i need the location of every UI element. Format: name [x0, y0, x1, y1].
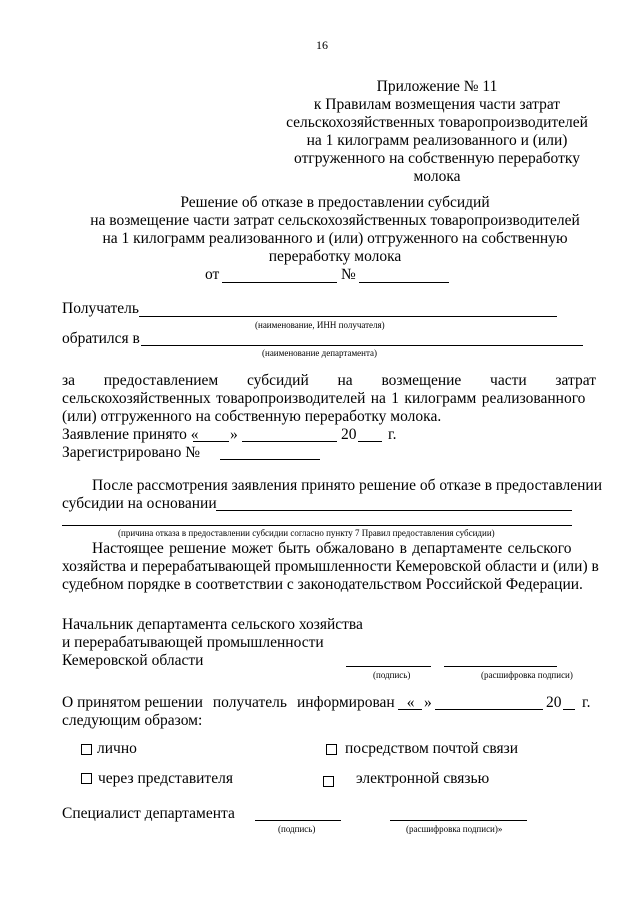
purpose-word: за — [62, 372, 76, 389]
reason-field-1[interactable] — [216, 510, 572, 511]
inform-mid: » — [424, 694, 432, 711]
appeal-line-2: хозяйства и перерабатывающей промышленности Кемеровской области и (или) в — [62, 558, 599, 575]
number-field[interactable] — [359, 282, 449, 283]
specialist-signature-field[interactable] — [255, 820, 341, 821]
option-electronic-label: электронной связью — [356, 770, 490, 787]
option-representative-checkbox[interactable] — [81, 773, 92, 784]
accepted-year-field[interactable] — [358, 441, 382, 442]
inform-line-2: следующим образом: — [62, 712, 203, 729]
decision-line-1: После рассмотрения заявления принято решение об отказе в предоставлении — [92, 477, 602, 494]
purpose-line-3: (или) отгруженного на собственную переработку молока. — [62, 408, 442, 425]
option-personal-label: лично — [97, 740, 137, 757]
purpose-word: возмещение — [381, 372, 462, 389]
option-electronic-checkbox[interactable] — [323, 776, 334, 787]
head-line: и перерабатывающей промышленности — [62, 634, 324, 651]
title-line: переработку молока — [268, 248, 402, 265]
date-field[interactable] — [222, 282, 337, 283]
title-line: Решение об отказе в предоставлении субсидий — [180, 194, 490, 211]
reason-field-2[interactable] — [62, 525, 572, 526]
appendix-line: на 1 килограмм реализованного и (или) — [306, 132, 568, 149]
title-line: на 1 килограмм реализованного и (или) отгруженного на собственную — [102, 230, 568, 247]
purpose-line-2: сельскохозяйственных товаропроизводителей на 1 килограмм реализованного — [62, 390, 586, 407]
head-line: Начальник департамента сельского хозяйства — [62, 616, 363, 633]
registered-number-field[interactable] — [220, 459, 320, 460]
registered-label: Зарегистрировано № — [62, 444, 201, 461]
inform-word: « — [406, 694, 415, 711]
option-representative-label: через представителя — [98, 770, 233, 787]
appendix-line: молока — [413, 168, 461, 185]
inform-word: получатель — [212, 694, 287, 711]
inform-word: О принятом решении — [62, 694, 203, 711]
appendix-line: сельскохозяйственных товаропроизводителей — [286, 114, 588, 131]
document-title — [50, 194, 620, 266]
inform-word: информирован — [296, 694, 395, 711]
purpose-word: части — [490, 372, 527, 389]
specialist-decode-hint: (расшифровка подписи)» — [406, 824, 503, 834]
reason-hint: (причина отказа в предоставлении субсидии согласно пункту 7 Правил предоставления субсидии) — [118, 528, 495, 538]
purpose-line-1 — [62, 372, 596, 390]
accepted-mid: » — [230, 426, 238, 443]
inform-year-field[interactable] — [563, 709, 575, 710]
head-title — [62, 616, 363, 670]
inform-month-field[interactable] — [435, 709, 543, 710]
inform-suffix: г. — [582, 694, 591, 711]
option-personal-checkbox[interactable] — [81, 744, 92, 755]
recipient-label: Получатель — [62, 300, 139, 317]
head-decode-hint: (расшифровка подписи) — [481, 670, 573, 680]
recipient-hint: (наименование, ИНН получателя) — [255, 320, 385, 330]
specialist-label: Специалист департамента — [62, 805, 235, 822]
department-hint: (наименование департамента) — [262, 348, 377, 358]
appeal-line-3: судебном порядке в соответствии с законодательством Российской Федерации. — [62, 576, 583, 593]
applied-label: обратился в — [62, 330, 140, 347]
purpose-word: затрат — [555, 372, 596, 389]
appendix-header — [274, 78, 600, 186]
specialist-decode-field[interactable] — [390, 820, 527, 821]
date-prefix: от — [205, 266, 220, 283]
head-line: Кемеровской области — [62, 652, 204, 669]
accepted-label: Заявление принято « — [62, 426, 199, 443]
accepted-day-field[interactable] — [193, 441, 229, 442]
head-sign-hint: (подпись) — [373, 670, 411, 680]
purpose-word: предоставлением — [103, 372, 219, 389]
option-mail-label: посредством почтой связи — [345, 740, 519, 757]
head-signature-field[interactable] — [346, 666, 431, 667]
appendix-line: отгруженного на собственную переработку — [294, 150, 580, 167]
head-decode-field[interactable] — [444, 666, 557, 667]
page-number: 16 — [316, 38, 328, 52]
appendix-line: к Правилам возмещения части затрат — [313, 96, 561, 113]
option-mail-checkbox[interactable] — [326, 744, 337, 755]
recipient-field[interactable] — [139, 316, 557, 317]
accepted-year: 20 — [341, 426, 357, 443]
number-sign: № — [341, 266, 356, 283]
title-line: на возмещение части затрат сельскохозяйственных товаропроизводителей — [90, 212, 580, 229]
specialist-sign-hint: (подпись) — [278, 824, 316, 834]
accepted-month-field[interactable] — [242, 441, 337, 442]
appendix-line: Приложение № 11 — [376, 78, 498, 95]
decision-line-2: субсидии на основании — [62, 495, 217, 512]
purpose-word: на — [337, 372, 353, 389]
accepted-suffix: г. — [388, 426, 397, 443]
department-field[interactable] — [141, 345, 583, 346]
appeal-line-1: Настоящее решение может быть обжаловано в департаменте сельского — [92, 540, 572, 557]
inform-day-field[interactable] — [398, 709, 422, 710]
purpose-word: субсидий — [247, 372, 309, 389]
inform-year: 20 — [546, 694, 562, 711]
